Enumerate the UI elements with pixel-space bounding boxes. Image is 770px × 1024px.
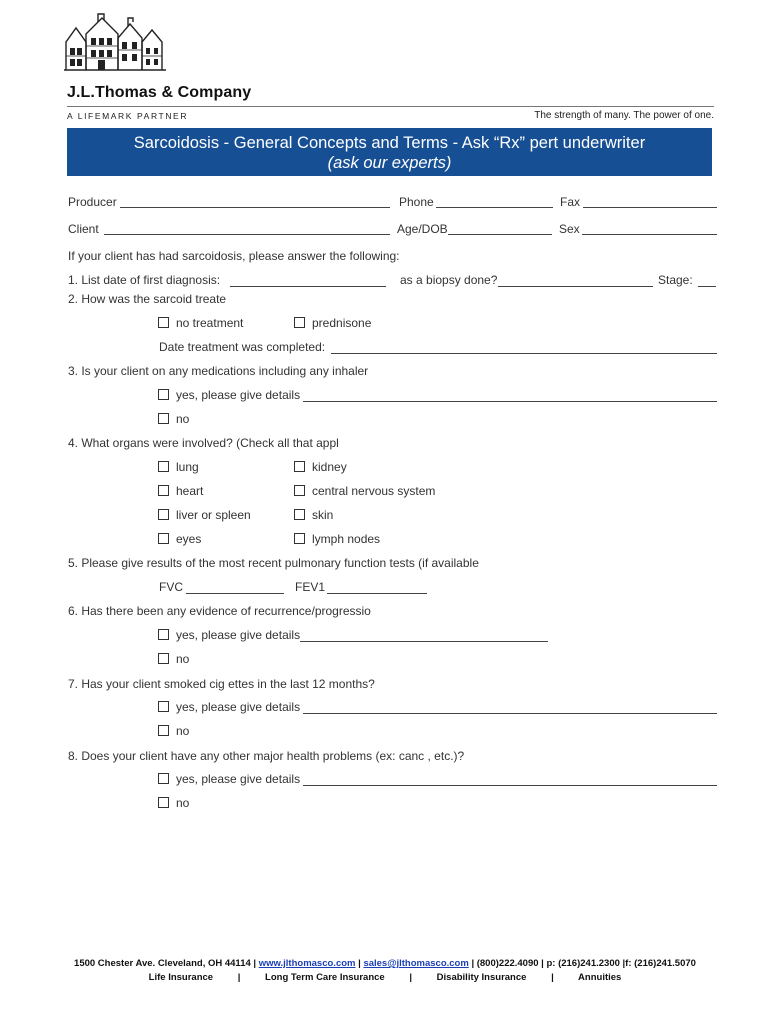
q8-label: 8. Does your client have any other major health problems (ex: canc , etc.)? bbox=[68, 749, 465, 763]
client-label: Client bbox=[68, 222, 99, 236]
phone-label: Phone bbox=[399, 195, 434, 209]
footer-ltc-insurance: Long Term Care Insurance bbox=[265, 972, 385, 983]
q8-no-label: no bbox=[176, 796, 190, 810]
q7-no-checkbox[interactable] bbox=[158, 725, 169, 736]
q5-fvc-field[interactable] bbox=[186, 593, 284, 594]
sex-field[interactable] bbox=[582, 234, 717, 235]
q4-skin-checkbox[interactable] bbox=[294, 509, 305, 520]
q4-label: 4. What organs were involved? (Check all that appl bbox=[68, 436, 339, 450]
footer-phones: | (800)222.4090 | p: (216)241.2300 |f: (216)241.5070 bbox=[471, 958, 696, 969]
q5-fev1-field[interactable] bbox=[327, 593, 427, 594]
q6-yes-label: yes, please give details bbox=[176, 628, 301, 642]
q4-lymph-label: lymph nodes bbox=[312, 532, 381, 546]
q4-eyes-checkbox[interactable] bbox=[158, 533, 169, 544]
q3-no-label: no bbox=[176, 412, 190, 426]
q6-yes-checkbox[interactable] bbox=[158, 629, 169, 640]
q4-cns-label: central nervous system bbox=[312, 484, 436, 498]
q1-biopsy-label: as a biopsy done? bbox=[400, 273, 498, 287]
q4-cns-checkbox[interactable] bbox=[294, 485, 305, 496]
q4-liver-label: liver or spleen bbox=[176, 508, 251, 522]
q3-no-checkbox[interactable] bbox=[158, 413, 169, 424]
tudor-house-icon bbox=[62, 12, 168, 74]
q6-no-label: no bbox=[176, 652, 190, 666]
q4-kidney-checkbox[interactable] bbox=[294, 461, 305, 472]
q8-no-checkbox[interactable] bbox=[158, 797, 169, 808]
age-dob-label: Age/DOB bbox=[397, 222, 448, 236]
company-logo bbox=[62, 12, 168, 74]
q6-details-field[interactable] bbox=[300, 641, 548, 642]
footer-separator: | bbox=[551, 972, 554, 983]
q7-label: 7. Has your client smoked cig ettes in the last 12 months? bbox=[68, 677, 375, 691]
footer-contact bbox=[0, 958, 770, 969]
q2-prednisone-label: prednisone bbox=[312, 316, 372, 330]
footer-products bbox=[0, 972, 770, 983]
sex-label: Sex bbox=[559, 222, 580, 236]
q5-fev1-label: FEV1 bbox=[295, 580, 326, 594]
footer-annuities: Annuities bbox=[578, 972, 622, 983]
q1-biopsy-field[interactable] bbox=[498, 286, 653, 287]
phone-field[interactable] bbox=[436, 207, 553, 208]
q3-yes-label: yes, please give details bbox=[176, 388, 301, 402]
q2-label: 2. How was the sarcoid treate bbox=[68, 292, 227, 306]
q3-label: 3. Is your client on any medications including any inhaler bbox=[68, 364, 369, 378]
title-banner bbox=[67, 128, 712, 176]
footer-address: 1500 Chester Ave. Cleveland, OH 44114 | bbox=[74, 958, 257, 969]
q1-label: 1. List date of first diagnosis: bbox=[68, 273, 221, 287]
q4-lung-label: lung bbox=[176, 460, 199, 474]
fax-field[interactable] bbox=[583, 207, 717, 208]
banner-title: Sarcoidosis - General Concepts and Terms - Ask “Rx” pert underwriter bbox=[133, 134, 646, 152]
q5-fvc-label: FVC bbox=[159, 580, 183, 594]
q1-stage-field[interactable] bbox=[698, 286, 716, 287]
q4-liver-checkbox[interactable] bbox=[158, 509, 169, 520]
q2-no-treatment-checkbox[interactable] bbox=[158, 317, 169, 328]
header-divider bbox=[67, 106, 714, 107]
q7-details-field[interactable] bbox=[303, 713, 717, 714]
footer-life-insurance: Life Insurance bbox=[148, 972, 214, 983]
footer-disability-insurance: Disability Insurance bbox=[436, 972, 527, 983]
q8-yes-checkbox[interactable] bbox=[158, 773, 169, 784]
q1-diagnosis-date-field[interactable] bbox=[230, 286, 386, 287]
q2-no-treatment-label: no treatment bbox=[176, 316, 244, 330]
q4-kidney-label: kidney bbox=[312, 460, 347, 474]
q6-label: 6. Has there been any evidence of recurrence/progressio bbox=[68, 604, 371, 618]
footer-divider: | bbox=[358, 958, 361, 969]
q7-no-label: no bbox=[176, 724, 190, 738]
q4-lymph-checkbox[interactable] bbox=[294, 533, 305, 544]
q4-heart-checkbox[interactable] bbox=[158, 485, 169, 496]
q4-skin-label: skin bbox=[312, 508, 334, 522]
company-name: J.L.Thomas & Company bbox=[67, 84, 252, 101]
footer-website-link[interactable]: www.jlthomasco.com bbox=[258, 958, 356, 969]
age-dob-field[interactable] bbox=[448, 234, 552, 235]
tagline: The strength of many. The power of one. bbox=[534, 110, 714, 121]
q7-yes-checkbox[interactable] bbox=[158, 701, 169, 712]
footer-separator: | bbox=[409, 972, 413, 983]
intro-text: If your client has had sarcoidosis, please answer the following: bbox=[68, 249, 400, 263]
q7-yes-label: yes, please give details bbox=[176, 700, 301, 714]
producer-field[interactable] bbox=[120, 207, 390, 208]
q1-stage-label: Stage: bbox=[658, 273, 693, 287]
producer-label: Producer bbox=[68, 195, 117, 209]
q4-heart-label: heart bbox=[176, 484, 204, 498]
fax-label: Fax bbox=[560, 195, 581, 209]
q6-no-checkbox[interactable] bbox=[158, 653, 169, 664]
q5-label: 5. Please give results of the most recent pulmonary function tests (if available bbox=[68, 556, 479, 570]
footer-email-link[interactable]: sales@jlthomasco.com bbox=[363, 958, 469, 969]
q4-eyes-label: eyes bbox=[176, 532, 202, 546]
banner-subtitle: (ask our experts) bbox=[327, 154, 452, 172]
q4-lung-checkbox[interactable] bbox=[158, 461, 169, 472]
q8-details-field[interactable] bbox=[303, 785, 717, 786]
q3-yes-checkbox[interactable] bbox=[158, 389, 169, 400]
client-field[interactable] bbox=[104, 234, 390, 235]
partner-text: A LIFEMARK PARTNER bbox=[67, 111, 189, 121]
q2-date-completed-label: Date treatment was completed: bbox=[159, 340, 326, 354]
q8-yes-label: yes, please give details bbox=[176, 772, 301, 786]
q3-details-field[interactable] bbox=[303, 401, 717, 402]
q2-date-completed-field[interactable] bbox=[331, 353, 717, 354]
footer-separator: | bbox=[237, 972, 241, 983]
q2-prednisone-checkbox[interactable] bbox=[294, 317, 305, 328]
